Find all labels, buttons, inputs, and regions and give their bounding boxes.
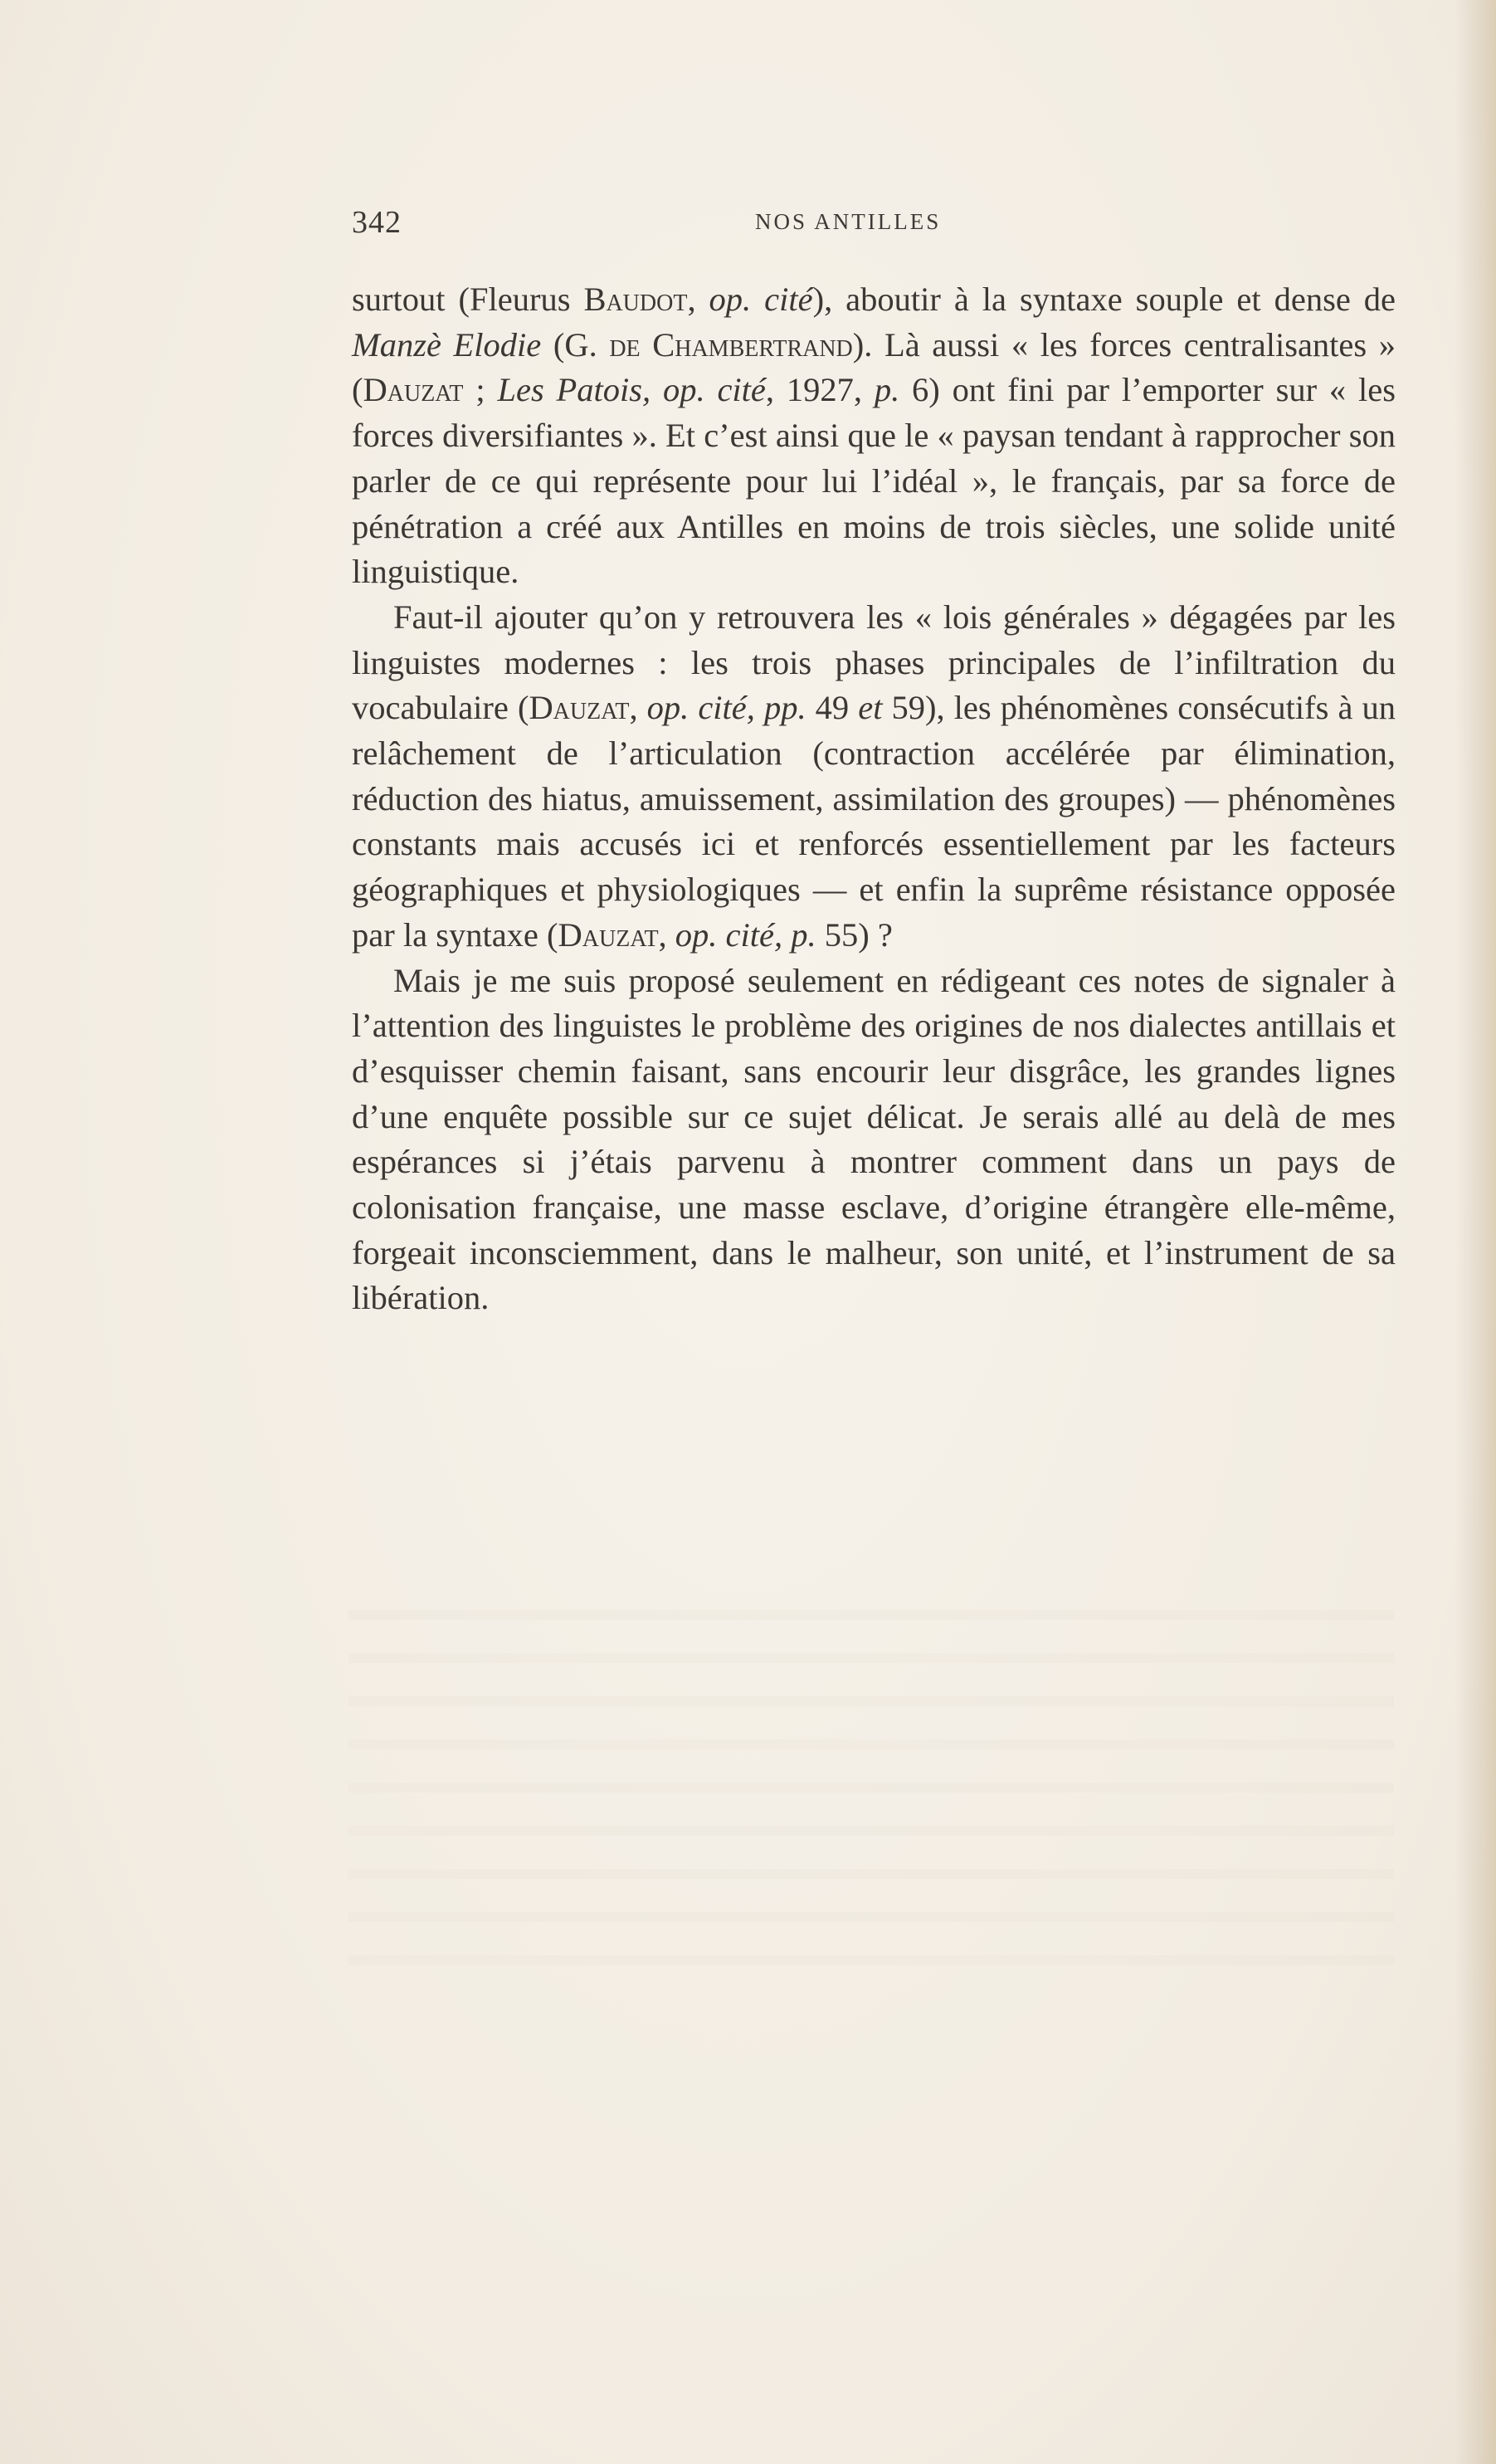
running-title: NOS ANTILLES [755, 209, 942, 234]
page-header [352, 204, 991, 246]
paragraph-2: Faut-il ajouter qu’on y retrouvera les « lois générales » dégagées par les linguistes modernes : les trois phases principales de l’infiltration du vocabulaire (Dauzat, op. cité, pp. 49 et 59), les phénomènes consécutifs à un relâchement de l’articulation (contraction accélérée par élimination, réduction des hiatus, amuissement, assimilation des groupes) — phénomènes constants mais accusés ici et renforcés essentiellement par les facteurs géographiques et physiologiques — et enfin la suprême résistance opposée par la syntaxe (Dauzat, op. cité, p. 55) ? [352, 598, 1396, 954]
bleed-through-texture [348, 1577, 1394, 1992]
body-text [352, 277, 1396, 1321]
paragraph-3: Mais je me suis proposé seulement en rédigeant ces notes de signaler à l’attention des linguistes le problème des origines de nos dialectes antillais et d’esquisser chemin faisant, sans encourir leur disgrâce, les grandes lignes d’une enquête possible sur ce sujet délicat. Je serais allé au delà de mes espérances si j’étais parvenu à montrer comment dans un pays de colonisation française, une masse esclave, d’origine étrangère elle-même, forgeait inconsciemment, dans le malheur, son unité, et l’instrument de sa libération. [352, 961, 1396, 1317]
page-number: 342 [352, 205, 402, 240]
paragraph-1: surtout (Fleurus Baudot, op. cité), aboutir à la syntaxe souple et dense de Manzè Elodie (G. de Chambertrand). Là aussi « les forces centralisantes » (Dauzat ; Les Patois, op. cité, 1927, p. 6) ont fini par l’emporter sur « les forces diversifiantes ». Et c’est ainsi que le « paysan tendant à rapprocher son parler de ce qui représente pour lui l’idéal », le français, par sa force de pénétration a créé aux Antilles en moins de trois siècles, une solide unité linguistique. [352, 281, 1396, 591]
page-edge-shadow [1455, 0, 1496, 2464]
